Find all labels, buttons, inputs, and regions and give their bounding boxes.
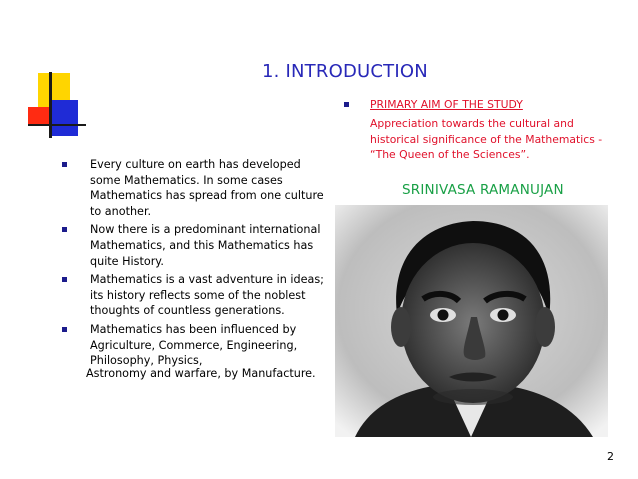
portrait-caption: SRINIVASA RAMANUJAN: [402, 182, 564, 198]
bullet-item: [62, 272, 324, 319]
page-number: 2: [607, 450, 614, 463]
decor-vertical-line: [49, 72, 52, 138]
aim-heading-text: PRIMARY AIM OF THE STUDY: [370, 98, 523, 111]
decor-blue-square: [50, 100, 78, 136]
aim-body: Appreciation towards the cultural and historical significance of the Mathematics - “The Queen of the Sciences”.: [370, 117, 603, 161]
bullet-continuation: Astronomy and warfare, by Manufacture.: [86, 367, 316, 380]
bullet-item: [62, 322, 324, 369]
square-bullet-icon: [62, 277, 67, 282]
bullet-item: [62, 157, 324, 219]
square-bullet-icon: [62, 227, 67, 232]
slide-title: 1. INTRODUCTION: [262, 61, 428, 82]
square-bullet-icon: [344, 102, 349, 107]
bullet-text: Now there is a predominant international Mathematics, and this Mathematics has quite History.: [90, 223, 321, 268]
bullet-list: [62, 157, 324, 372]
bullet-text: Mathematics has been influenced by Agriculture, Commerce, Engineering, Philosophy, Physics,: [90, 322, 298, 368]
decor-red-square: [28, 107, 50, 125]
aim-heading: [344, 98, 614, 112]
bullet-item: [62, 222, 324, 269]
portrait-photo: [335, 205, 608, 437]
square-bullet-icon: [62, 327, 67, 332]
bullet-text: Every culture on earth has developed some Mathematics. In some cases Mathematics has spread from one culture to another.: [90, 158, 324, 218]
decor-horizontal-line: [28, 124, 86, 126]
square-bullet-icon: [62, 162, 67, 167]
aim-section: [344, 98, 614, 163]
bullet-text: Mathematics is a vast adventure in ideas; its history reflects some of the noblest thoughts of countless generations.: [90, 273, 324, 318]
